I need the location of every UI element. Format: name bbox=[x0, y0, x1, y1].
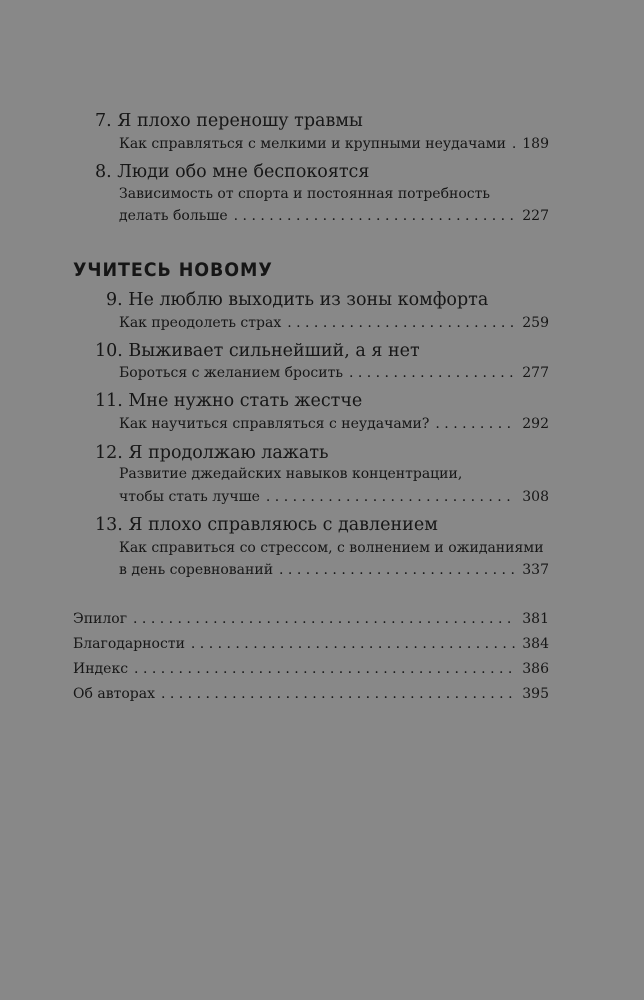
dot-leader bbox=[133, 611, 516, 627]
toc-entry[interactable] bbox=[119, 315, 549, 331]
page-number: 227 bbox=[522, 208, 549, 224]
toc-entry[interactable] bbox=[119, 208, 549, 224]
chapter-title: 11. Мне нужно стать жестче bbox=[95, 391, 363, 411]
chapter-subtitle: Зависимость от спорта и постоянная потребность bbox=[119, 186, 490, 202]
page-number: 189 bbox=[522, 136, 549, 152]
toc-entry[interactable] bbox=[119, 562, 549, 578]
entry-text: Эпилог bbox=[73, 611, 128, 627]
back-matter-entry[interactable] bbox=[73, 611, 549, 627]
dot-leader bbox=[234, 208, 517, 224]
entry-text: Индекс bbox=[73, 661, 129, 677]
entry-text: делать больше bbox=[119, 208, 228, 224]
dot-leader bbox=[134, 661, 516, 677]
dot-leader bbox=[349, 365, 516, 381]
entry-text: Бороться с желанием бросить bbox=[119, 365, 343, 381]
page-number: 384 bbox=[522, 636, 549, 652]
entry-text: Как преодолеть страх bbox=[119, 315, 282, 331]
chapter-title: 9. Не люблю выходить из зоны комфорта bbox=[106, 290, 489, 310]
page-number: 381 bbox=[522, 611, 549, 627]
dot-leader bbox=[191, 636, 516, 652]
section-heading: УЧИТЕСЬ НОВОМУ bbox=[73, 259, 273, 281]
toc-entry[interactable] bbox=[119, 136, 549, 152]
page-number: 259 bbox=[522, 315, 549, 331]
dot-leader bbox=[287, 315, 516, 331]
entry-text: Как научиться справляться с неудачами? bbox=[119, 416, 430, 432]
dot-leader bbox=[266, 489, 516, 505]
toc-entry[interactable] bbox=[119, 489, 549, 505]
chapter-subtitle: Развитие джедайских навыков концентрации, bbox=[119, 466, 463, 482]
dot-leader bbox=[279, 562, 516, 578]
chapter-title: 10. Выживает сильнейший, а я нет bbox=[95, 341, 420, 361]
dot-leader bbox=[512, 136, 516, 152]
chapter-subtitle: Как справиться со стрессом, с волнением и ожиданиями bbox=[119, 540, 544, 556]
page-number: 386 bbox=[522, 661, 549, 677]
entry-text: в день соревнований bbox=[119, 562, 274, 578]
back-matter-entry[interactable] bbox=[73, 636, 549, 652]
page-number: 277 bbox=[522, 365, 549, 381]
entry-text: Как справляться с мелкими и крупными неудачами bbox=[119, 136, 506, 152]
dot-leader bbox=[435, 416, 516, 432]
page-number: 337 bbox=[522, 562, 549, 578]
toc-entry[interactable] bbox=[119, 365, 549, 381]
chapter-title: 8. Люди обо мне беспокоятся bbox=[95, 162, 370, 182]
entry-text: Благодарности bbox=[73, 636, 185, 652]
page-number: 292 bbox=[522, 416, 549, 432]
chapter-title: 7. Я плохо переношу травмы bbox=[95, 111, 363, 131]
back-matter-entry[interactable] bbox=[73, 661, 549, 677]
page-number: 395 bbox=[522, 686, 549, 702]
chapter-title: 13. Я плохо справляюсь с давлением bbox=[95, 515, 438, 535]
dot-leader bbox=[161, 686, 516, 702]
page-number: 308 bbox=[522, 489, 549, 505]
toc-entry[interactable] bbox=[119, 416, 549, 432]
back-matter-entry[interactable] bbox=[73, 686, 549, 702]
entry-text: чтобы стать лучше bbox=[119, 489, 260, 505]
entry-text: Об авторах bbox=[73, 686, 155, 702]
chapter-title: 12. Я продолжаю лажать bbox=[95, 443, 329, 463]
